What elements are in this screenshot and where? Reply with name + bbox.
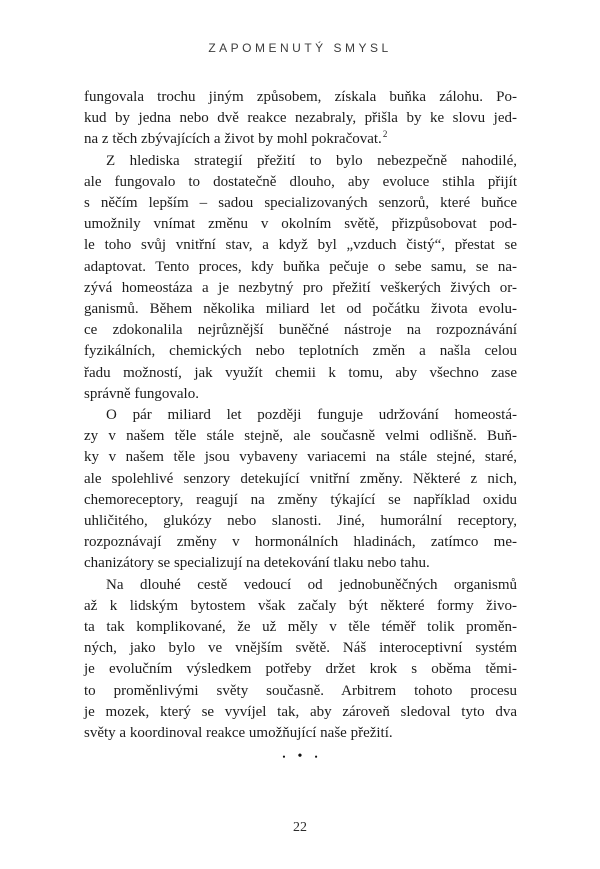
page-number: 22: [293, 820, 307, 835]
text-line: zy v našem těle stále stejně, ale současně velmi odlišně. Buň-: [84, 428, 517, 445]
text-line: chemoreceptory, reagují na změny týkající se například oxidu: [84, 491, 517, 508]
text-line: Z hlediska strategií přežití to bylo nebezpečně nahodilé,: [106, 152, 517, 169]
text-line: světy a koordinoval reakce umožňující naše přežití.: [84, 725, 393, 742]
text-line: rozpoznávají změny v hormonálních hladinách, zatímco me-: [84, 534, 517, 551]
section-break-ornament: [0, 748, 600, 766]
text-line: ky v našem těle jsou vybaveny variacemi na stále stejné, staré,: [84, 449, 517, 466]
text-line: řadu možností, jak využít chemii k tomu, aby všechno zase: [84, 364, 517, 381]
paragraph: [84, 575, 517, 745]
text-line: kud by jedna nebo dvě reakce nezabraly, přišla by ke slovu jed-: [84, 110, 517, 127]
text-line: ganismů. Během několika miliard let od počátku života evolu-: [84, 301, 517, 318]
paragraph: [84, 87, 517, 151]
text-line: le toho svůj vnitřní stav, a když byl „vzduch čistý“, přestat se: [84, 237, 517, 254]
text-line: uhličitého, glukózy nebo slanosti. Jiné, humorální receptory,: [84, 513, 517, 530]
text-line: zývá homeostáza a je nezbytný pro přežití veškerých živých or-: [84, 279, 517, 296]
ornament-dot-icon: •: [297, 749, 303, 765]
text-line: je evolučním výsledkem potřeby držet krok s oběma těmi-: [84, 661, 517, 678]
text-line: správně fungovalo.: [84, 385, 199, 402]
text-line: až k lidským bytostem však začaly být některé formy živo-: [84, 597, 517, 614]
text-line: ce zdokonalila nejrůznější buněčné nástroje na rozpoznávání: [84, 322, 517, 339]
text-line: adaptovat. Tento proces, kdy buňka pečuje o sebe samu, se na-: [84, 258, 517, 275]
text-line: O pár miliard let později funguje udržování homeostá-: [106, 407, 517, 424]
text-line: fyzikálních, chemických nebo teplotních změn a našla celou: [84, 343, 517, 360]
footnote-reference: 2: [382, 129, 388, 140]
text-line: s něčím lepším – sadou specializovaných senzorů, které buňce: [84, 195, 517, 212]
paragraph: [84, 151, 517, 405]
text-line: ale spolehlivé senzory detekující vnitřní změny. Některé z nich,: [84, 470, 517, 487]
text-line-content: na z těch zbývajících a život by mohl pokračovat.: [84, 131, 382, 148]
text-line: [84, 129, 517, 150]
text-line: ale fungovalo to dostatečně dlouho, aby evoluce stihla přijít: [84, 173, 517, 190]
text-line: chanizátory se specializují na detekování tlaku nebo tahu.: [84, 555, 430, 572]
text-line: ných, jako bylo ve vnějším světě. Náš interoceptivní systém: [84, 640, 517, 657]
text-line: umožnily vnímat změnu v okolním světě, přizpůsobovat pod-: [84, 216, 517, 233]
text-line: Na dlouhé cestě vedoucí od jednobuněčných organismů: [106, 576, 517, 593]
text-line: fungovala trochu jiným způsobem, získala buňka zálohu. Po-: [84, 89, 517, 105]
paragraph: [84, 405, 517, 575]
ornament-dot-icon: •: [314, 752, 318, 763]
ornament-dot-icon: •: [282, 752, 286, 763]
text-line: je mozek, který se vyvíjel tak, aby zároveň sledoval tyto dva: [84, 703, 517, 720]
body-text: [84, 87, 517, 744]
running-header: ZAPOMENUTÝ SMYSL: [208, 41, 392, 55]
text-line: to proměnlivými světy současně. Arbitrem tohoto procesu: [84, 682, 517, 699]
text-line: ta tak komplikované, že už měly v těle téměř tolik proměn-: [84, 619, 517, 636]
